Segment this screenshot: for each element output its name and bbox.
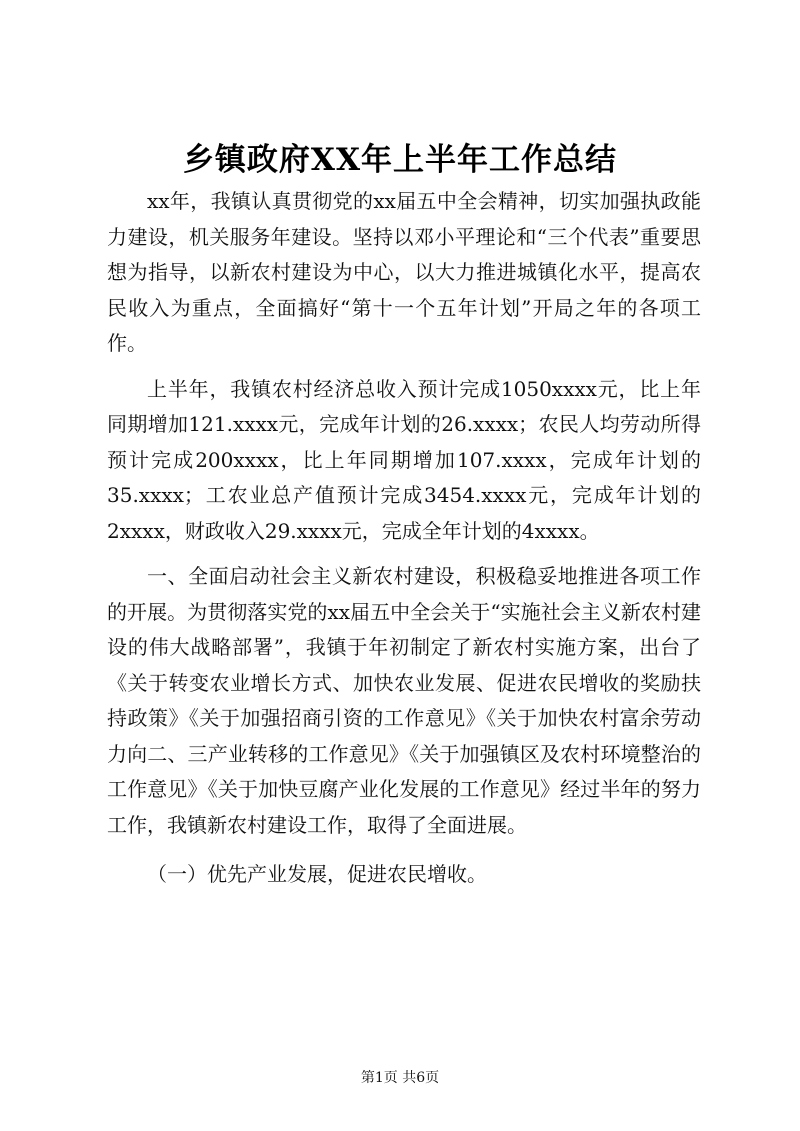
paragraph-subsection-one: （一）优先产业发展，促进农民增收。 xyxy=(147,862,487,886)
paragraph-economic-summary: 上半年，我镇农村经济总收入预计完成1050xxxx元，比上年同期增加121.xxxx元，完成年计划的26.xxxx；农民人均劳动所得预计完成200xxxx，比上年同期增加107.xxxx，完成年计划的35.xxxx；工农业总产值预计完成3454.xxxx元，完成年计划的2xxxx，财政收入29.xxxx元，完成全年计划的4xxxx。 xyxy=(107,376,701,543)
paragraph-intro: xx年，我镇认真贯彻党的xx届五中全会精神，切实加强执政能力建设，机关服务年建设。坚持以邓小平理论和“三个代表”重要思想为指导，以新农村建设为中心，以大力推进城镇化水平，提高农民收入为重点，全面搞好“第十一个五年计划”开局之年的各项工作。 xyxy=(107,189,701,355)
document-title: 乡镇政府XX年上半年工作总结 xyxy=(182,142,618,178)
page-footer: 第1页 共6页 xyxy=(360,1070,440,1086)
document-body xyxy=(107,184,701,903)
paragraph-section-one: 一、全面启动社会主义新农村建设，积极稳妥地推进各项工作的开展。为贯彻落实党的xx届五中全会关于“实施社会主义新农村建设的伟大战略部署”，我镇于年初制定了新农村实施方案，出台了《关于转变农业增长方式、加快农业发展、促进农民增收的奖励扶持政策》《关于加强招商引资的工作意见》《关于加快农村富余劳动力向二、三产业转移的工作意见》《关于加强镇区及农村环境整治的工作意见》《关于加快豆腐产业化发展的工作意见》经过半年的努力工作，我镇新农村建设工作，取得了全面进展。 xyxy=(107,564,701,837)
